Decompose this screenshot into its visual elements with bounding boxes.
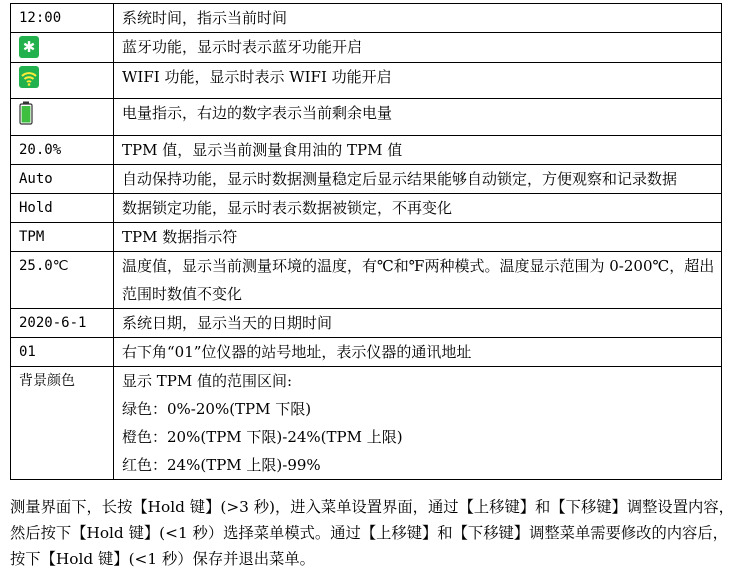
range-green: 绿色：0%-20%(TPM 下限) xyxy=(122,400,312,418)
row-key: Hold xyxy=(11,194,114,223)
range-intro: 显示 TPM 值的范围区间: xyxy=(122,372,293,390)
table-row xyxy=(11,367,722,480)
row-description: 蓝牙功能，显示时表示蓝牙功能开启 xyxy=(114,33,722,63)
row-key: 01 xyxy=(11,338,114,367)
row-key: Auto xyxy=(11,165,114,194)
table-row xyxy=(11,4,722,33)
row-description xyxy=(114,367,722,480)
row-description: 自动保持功能，显示时数据测量稳定后显示结果能够自动锁定，方便观察和记录数据 xyxy=(114,165,722,194)
range-red: 红色：24%(TPM 上限)-99% xyxy=(122,456,321,474)
table-row xyxy=(11,309,722,338)
battery-icon xyxy=(19,101,33,125)
indicator-table xyxy=(10,3,722,480)
row-key: 背景颜色 xyxy=(11,367,114,480)
row-description: 电量指示，右边的数字表示当前剩余电量 xyxy=(114,99,722,136)
table-row xyxy=(11,194,722,223)
table-row xyxy=(11,99,722,136)
table-row xyxy=(11,252,722,309)
row-description: TPM 数据指示符 xyxy=(114,223,722,252)
row-key: 2020-6-1 xyxy=(11,309,114,338)
table-row xyxy=(11,223,722,252)
row-key: TPM xyxy=(11,223,114,252)
table-row xyxy=(11,63,722,99)
table-row xyxy=(11,165,722,194)
row-description: 系统日期，显示当天的日期时间 xyxy=(114,309,722,338)
table-row xyxy=(11,136,722,165)
row-description: 右下角“01”位仪器的站号地址，表示仪器的通讯地址 xyxy=(114,338,722,367)
range-orange: 橙色：20%(TPM 下限)-24%(TPM 上限) xyxy=(122,428,403,446)
wifi-icon xyxy=(19,66,39,88)
row-key: 20.0% xyxy=(11,136,114,165)
bluetooth-icon: ✱ xyxy=(19,36,39,58)
table-row xyxy=(11,33,722,63)
row-description: WIFI 功能，显示时表示 WIFI 功能开启 xyxy=(114,63,722,99)
row-key: 25.0℃ xyxy=(11,252,114,309)
row-description: 数据锁定功能，显示时表示数据被锁定，不再变化 xyxy=(114,194,722,223)
row-key: 12:00 xyxy=(11,4,114,33)
row-description: 温度值，显示当前测量环境的温度，有℃和℉两种模式。温度显示范围为 0-200℃，超出范围时数值不变化 xyxy=(114,252,722,309)
menu-instructions: 测量界面下，长按【Hold 键】(>3 秒)，进入菜单设置界面，通过【上移键】和【下移键】调整设置内容，然后按下【Hold 键】(<1 秒）选择菜单模式。通过【上移键】和【下移键】调整菜单需要修改的内容后，按下【Hold 键】(<1 秒）保存并退出菜单。 xyxy=(10,498,734,568)
row-description: 系统时间，指示当前时间 xyxy=(114,4,722,33)
table-row xyxy=(11,338,722,367)
row-description: TPM 值，显示当前测量食用油的 TPM 值 xyxy=(114,136,722,165)
